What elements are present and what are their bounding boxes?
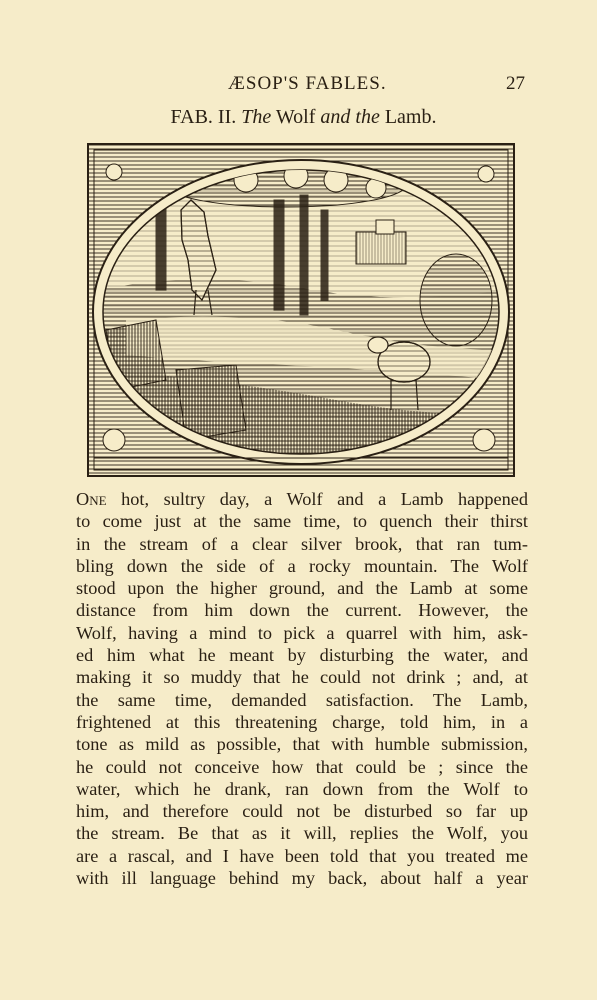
text-line-2: to come just at the same time, to quench their thirst [76, 511, 528, 532]
text-line-17: are a rascal, and I have been told that you treated me [76, 845, 528, 866]
title-word-and: and [320, 106, 351, 128]
page-number: 27 [506, 73, 525, 94]
title-word-the: The [241, 106, 272, 128]
title-word-lamb: Lamb. [384, 106, 437, 128]
text-line-4: bling down the side of a rocky mountain. The Wolf [76, 555, 528, 576]
title-word-the-2: the [355, 106, 380, 128]
text-line-9: making it so muddy that he could not drink ; and, at [76, 667, 528, 688]
text-line-11: frightened at this threatening charge, told him, in a [76, 711, 528, 732]
text-line-15: him, and therefore could not be disturbed so far up [76, 801, 528, 822]
running-head [0, 73, 597, 95]
text-line-3: in the stream of a clear silver brook, that ran tum- [76, 533, 528, 554]
fable-text [76, 488, 528, 889]
running-title: ÆSOP'S FABLES. [228, 73, 387, 94]
text-line-14: water, which he drank, ran down from the Wolf to [76, 778, 528, 799]
text-line-10: the same time, demanded satisfaction. The Lamb, [76, 689, 528, 710]
text-line-12: tone as mild as possible, that with humble submission, [76, 734, 528, 755]
title-word-wolf: Wolf [275, 106, 316, 128]
text-line-5: stood upon the higher ground, and the Lamb at some [76, 578, 528, 599]
drop-word: One [76, 489, 107, 509]
fable-title [0, 106, 597, 129]
text-line-13: he could not conceive how that could be ; since the [76, 756, 528, 777]
woodcut-illustration [86, 140, 516, 480]
text-line-6: distance from him down the current. However, the [76, 600, 528, 621]
fable-number: FAB. II. [170, 106, 237, 128]
text-line-8: ed him what he meant by disturbing the water, and [76, 645, 528, 666]
text-line-7: Wolf, having a mind to pick a quarrel with him, ask- [76, 622, 528, 643]
text-line-18: with ill language behind my back, about half a year [76, 868, 528, 889]
text-line-1: One hot, sultry day, a Wolf and a Lamb happened [76, 489, 528, 509]
text-line-16: the stream. Be that as it will, replies the Wolf, you [76, 823, 528, 844]
